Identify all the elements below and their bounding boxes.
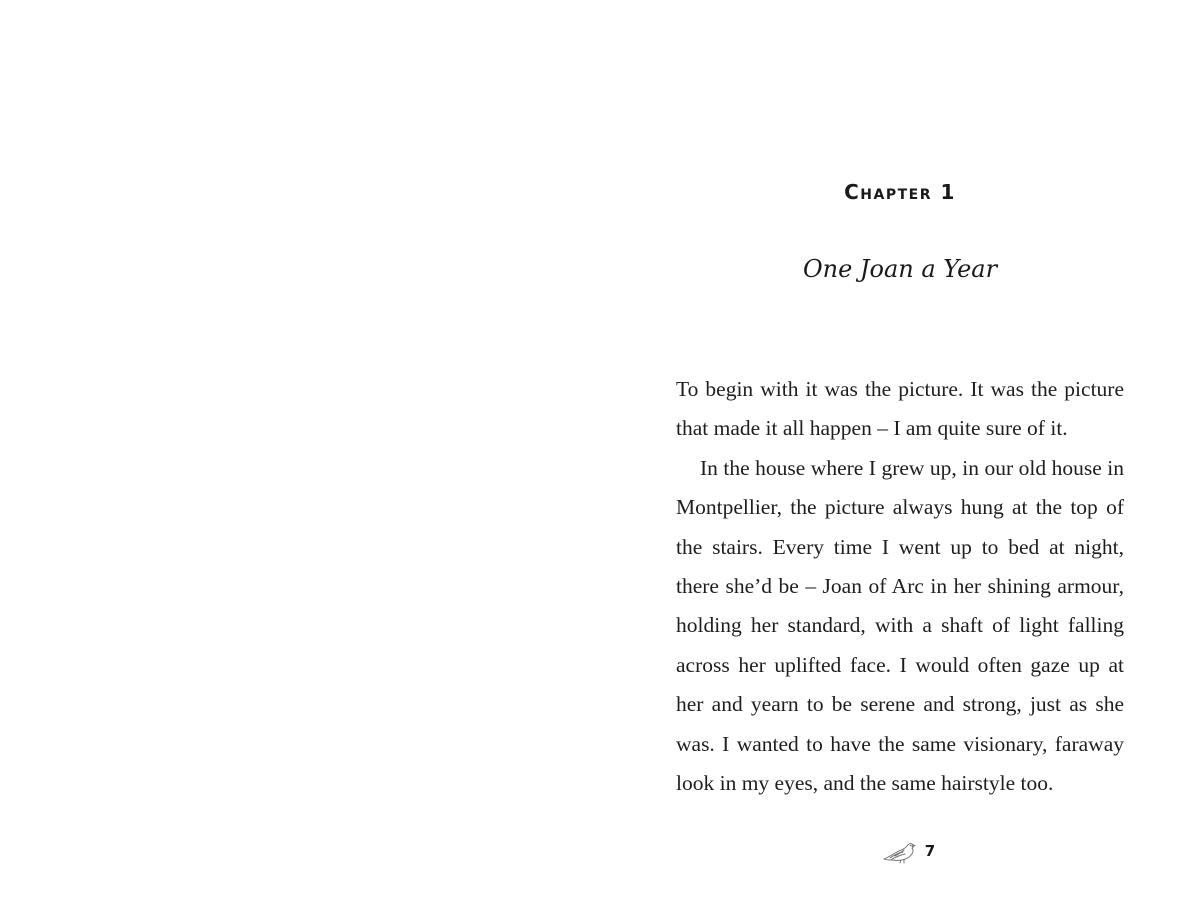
paragraph-2: In the house where I grew up, in our old house in Montpellier, the picture always hung at the top of the stairs. Every time I went up to bed at night, there she’d be – Joan of Arc in her shining armour, holding her standard, with a shaft of light falling across her uplifted face. I would often gaze up at her and yearn to be serene and strong, just as she was. I wanted to have the same visionary, faraway look in my eyes, and the same hairstyle too. — [676, 455, 1124, 796]
paragraph-1: To begin with it was the picture. It was the picture that made it all happen – I am quite sure of it. — [676, 377, 1124, 441]
chapter-title: One Joan a Year — [802, 255, 998, 283]
body-text — [676, 370, 1124, 803]
right-page — [600, 0, 1200, 921]
chapter-heading: Chapter 1 — [844, 180, 956, 204]
page-number: 7 — [924, 842, 936, 860]
folio — [600, 838, 1200, 864]
bird-icon — [881, 838, 917, 864]
